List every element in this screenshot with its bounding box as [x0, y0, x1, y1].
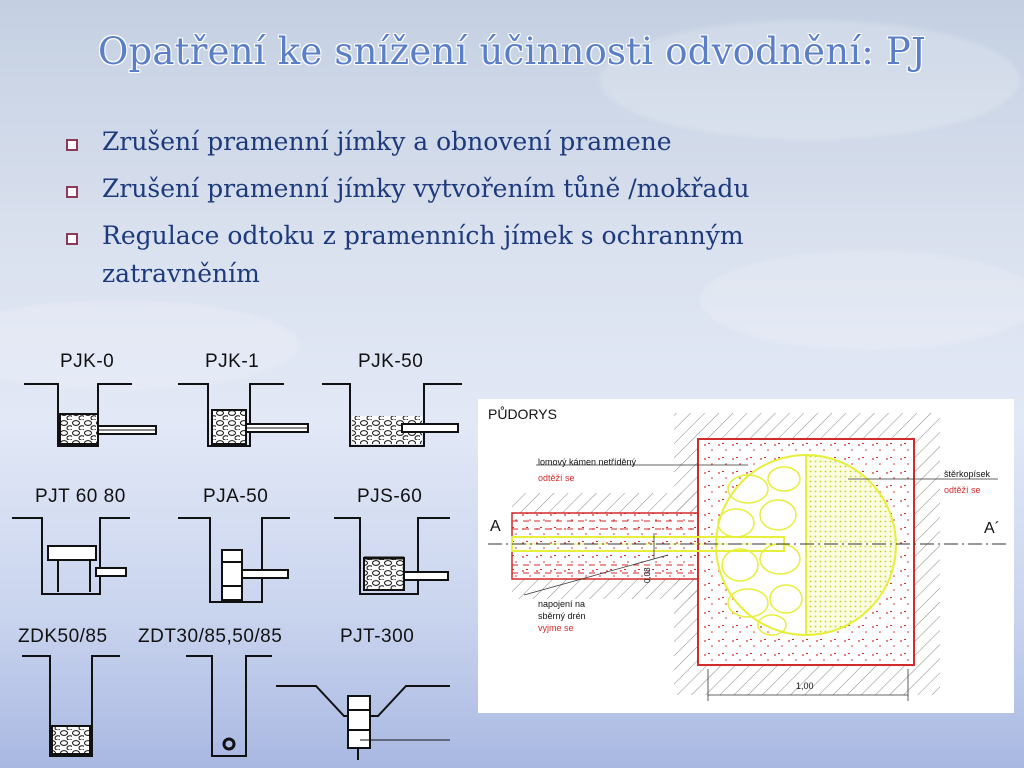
plan-dim-width: 1,00 — [796, 681, 814, 691]
scheme-label-zdk: ZDK50/85 — [18, 626, 108, 647]
plan-heading: PŮDORYS — [488, 406, 557, 422]
scheme-pjt6080 — [12, 518, 130, 594]
scheme-label-pjk1: PJK-1 — [205, 351, 260, 372]
bullet-square-icon — [66, 186, 78, 198]
slide-title: Opatření ke snížení účinnosti odvodnění: PJ — [97, 30, 927, 73]
scheme-pjk50 — [322, 384, 462, 446]
scheme-pjk0 — [24, 384, 156, 446]
scheme-label-pjs60: PJS-60 — [357, 486, 423, 507]
scheme-drawings — [0, 370, 470, 768]
scheme-pjt300 — [276, 686, 450, 760]
plan-channel — [512, 513, 708, 579]
plan-drawing — [478, 399, 1014, 713]
scheme-label-pjk0: PJK-0 — [60, 351, 115, 372]
plan-section-a2: A´ — [984, 520, 1000, 537]
plan-dim-pipe: 0,08 — [643, 567, 652, 583]
bullet-list — [66, 126, 886, 309]
scheme-label-pjt300: PJT-300 — [340, 626, 415, 647]
bullet-text: Zrušení pramenní jímky vytvořením tůně /mokřadu — [102, 174, 750, 203]
plan-svg — [478, 399, 1014, 713]
bullet-item — [66, 173, 886, 205]
plan-note-connection-removed: vyjme se — [538, 623, 574, 633]
scheme-label-zdt: ZDT30/85,50/85 — [138, 626, 283, 647]
plan-note-gravel-removed: odtěží se — [944, 485, 981, 495]
scheme-zdt — [186, 656, 272, 756]
scheme-pja50 — [178, 518, 290, 602]
plan-note-gravel: štěrkopísek — [944, 469, 991, 479]
plan-note-connection-1: napojení na — [538, 599, 586, 609]
plan-note-stone: lomový kámen netříděný — [538, 457, 637, 467]
scheme-pjk1 — [178, 384, 308, 446]
scheme-label-pjk50: PJK-50 — [358, 351, 424, 372]
scheme-pjs60 — [334, 518, 450, 594]
bullet-square-icon — [66, 139, 78, 151]
bullet-item — [66, 126, 886, 158]
plan-hatch-top — [512, 493, 702, 513]
scheme-zdk — [22, 656, 120, 756]
plan-note-stone-removed: odtěží se — [538, 473, 575, 483]
bullet-text: Zrušení pramenní jímky a obnovení pramene — [102, 127, 672, 156]
scheme-label-pja50: PJA-50 — [203, 486, 269, 507]
bullet-item — [66, 217, 886, 293]
plan-section-a: A — [490, 518, 501, 535]
plan-hatch-bottom — [512, 579, 702, 599]
scheme-label-pjt6080: PJT 60 80 — [35, 486, 126, 507]
bullet-square-icon — [66, 233, 78, 245]
plan-note-connection-2: sběrný drén — [538, 611, 586, 621]
bullet-text: Regulace odtoku z pramenních jímek s ochranným zatravněním — [102, 221, 744, 288]
